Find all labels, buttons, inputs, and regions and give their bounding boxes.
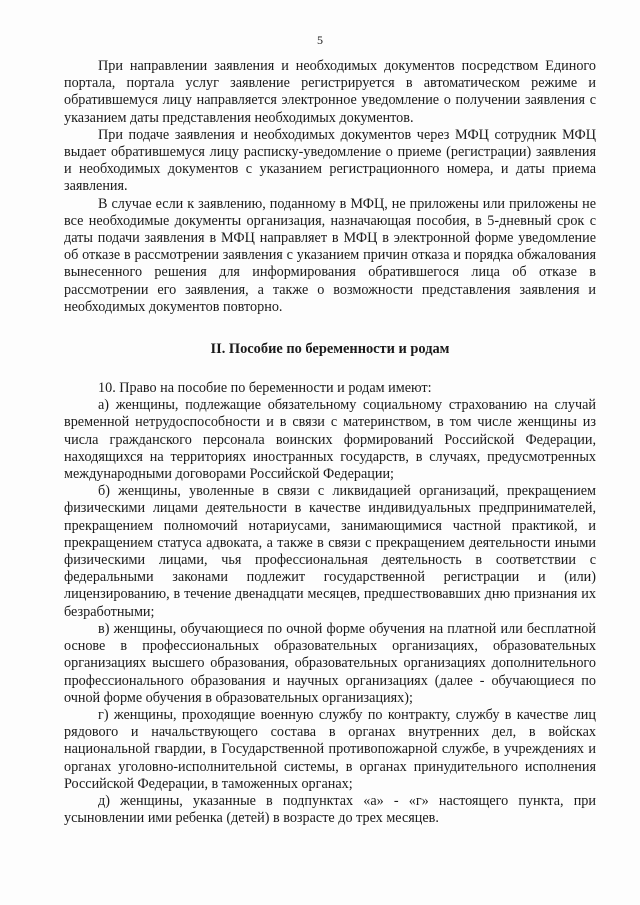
paragraph-mfc-receipt: При подаче заявления и необходимых документов через МФЦ сотрудник МФЦ выдает обратившемуся лицу расписку-уведомление о приеме (регистрации) заявления и необходимых документов с указанием регистрационного номера, и даты приема заявления. [64,126,596,195]
paragraph-subitem-a: а) женщины, подлежащие обязательному социальному страхованию на случай временной нетрудоспособности и в связи с материнством, в том числе женщины из числа гражданского персонала воинских формирований Российской Федерации, находящихся на территориях иностранных государств, в случаях, предусмотренных международными договорами Российской Федерации; [64,397,596,483]
section-title: II. Пособие по беременности и родам [210,341,450,358]
paragraph-item-10: 10. Право на пособие по беременности и родам имеют: [98,380,432,397]
paragraph-subitem-d: д) женщины, указанные в подпунктах «а» - «г» настоящего пункта, при усыновлении ими ребенка (детей) в возрасте до трех месяцев. [64,792,596,827]
paragraph-portal-registration: При направлении заявления и необходимых документов посредством Единого портала, портала услуг заявление регистрируется в автоматическом режиме и обратившемуся лицу направляется электронное уведомление о получении заявления с указанием даты представления необходимых документов. [64,58,596,126]
paragraph-mfc-refusal: В случае если к заявлению, поданному в МФЦ, не приложены или приложены не все необходимые документы организация, назначающая пособия, в 5-дневный срок с даты подачи заявления в МФЦ направляет в МФЦ в электронной форме уведомление об отказе в рассмотрении заявления с указанием причин отказа и порядка обжалования вынесенного решения для информирования обратившегося лица об отказе в рассмотрении его заявления, а также о возможности представления заявления и необходимых документов повторно. [64,195,596,315]
page-number: 5 [317,33,323,47]
paragraph-subitem-b: б) женщины, уволенные в связи с ликвидацией организаций, прекращением физическими лицами деятельности в качестве индивидуальных предпринимателей, прекращением полномочий нотариусами, занимающимися частной практикой, и прекращением статуса адвоката, а также в связи с прекращением деятельности иными физическими лицами, чья профессиональная деятельность в соответствии с федеральными законами подлежит государственной регистрации и (или) лицензированию, в течение двенадцати месяцев, предшествовавших дню признания их безработными; [64,483,596,620]
paragraph-subitem-g: г) женщины, проходящие военную службу по контракту, службу в качестве лиц рядового и начальствующего состава в органах внутренних дел, в войсках национальной гвардии, в Государственной противопожарной службе, в учреждениях и органах уголовно-исполнительной системы, в органах принудительного исполнения Российской Федерации, в таможенных органах; [64,706,596,792]
document-body [64,58,596,827]
paragraph-subitem-v: в) женщины, обучающиеся по очной форме обучения на платной или бесплатной основе в профессиональных образовательных организациях, образовательных организациях высшего образования, образовательных организациях дополнительного профессионального образования и научных организациях (далее - обучающиеся по очной форме обучения в образовательных организациях); [64,620,596,706]
